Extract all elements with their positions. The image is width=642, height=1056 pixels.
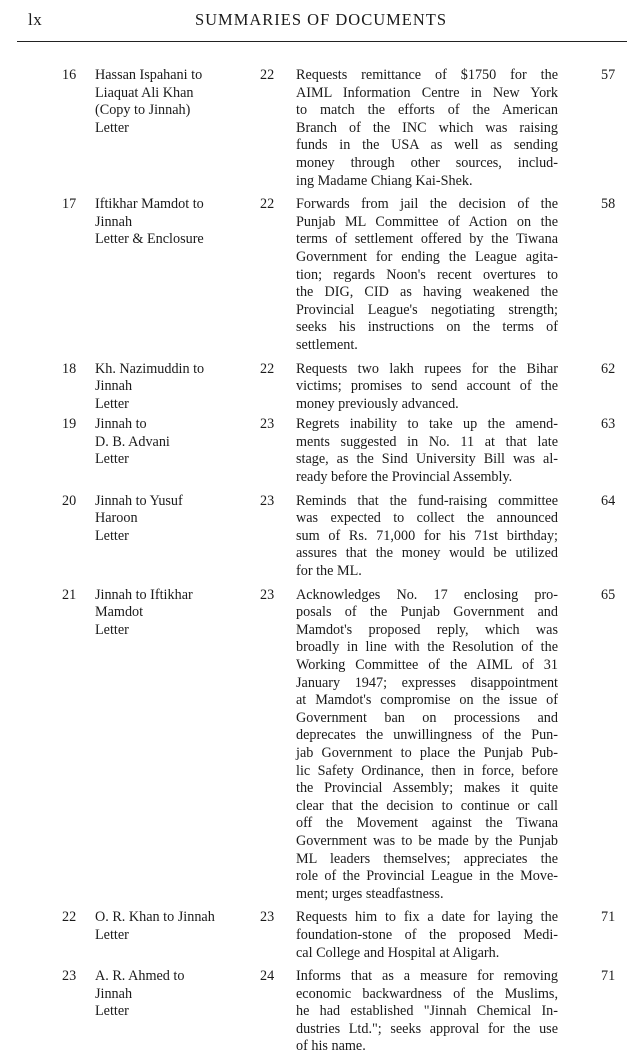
summary-line: AIML Information Centre in New York xyxy=(296,84,558,101)
entry-correspondent-line: Haroon xyxy=(95,510,138,527)
summary-line: assures that the money would be utilized xyxy=(296,545,558,562)
entry-date: 22 xyxy=(260,67,275,83)
entry-date: 23 xyxy=(260,492,275,509)
summary-line: Government was to be made by the Punjab xyxy=(296,832,558,849)
entry-correspondent-line: Kh. Nazimuddin to xyxy=(95,360,205,377)
summary-line: economic backwardness of the Muslims, xyxy=(296,985,558,1002)
entry-document-type: Letter xyxy=(95,451,129,468)
summary-line: at Mamdot's compromise on the issue of xyxy=(296,692,558,709)
summary-entry xyxy=(0,67,642,190)
entry-number: 18 xyxy=(62,360,77,377)
running-head: SUMMARIES OF DOCUMENTS xyxy=(194,10,448,29)
entry-number: 23 xyxy=(62,968,77,985)
summary-line: ing Madame Chiang Kai-Shek. xyxy=(296,172,473,189)
header-rule xyxy=(17,41,627,42)
entry-summary xyxy=(296,361,558,414)
summary-line: broadly in line with the Resolution of the xyxy=(296,639,558,656)
entry-correspondent-line: Jinnah xyxy=(95,378,133,395)
summary-line: of his name. xyxy=(296,1038,366,1055)
entry-document-type: Letter xyxy=(95,527,129,544)
summary-entry xyxy=(0,416,642,486)
entry-page-reference: 63 xyxy=(601,416,616,433)
entry-number: 21 xyxy=(62,586,77,603)
entry-summary xyxy=(296,196,558,354)
entry-page-reference: 65 xyxy=(601,586,616,603)
entry-correspondents xyxy=(95,416,255,469)
entry-correspondent-line: Mamdot xyxy=(95,604,144,621)
summary-entry xyxy=(0,493,642,581)
summary-line: role of the Provincial League in the Move- xyxy=(296,868,558,885)
summary-line: cal College and Hospital at Aligarh. xyxy=(296,944,500,961)
summary-entry xyxy=(0,196,642,354)
entry-correspondent-line: Jinnah to Yusuf xyxy=(95,492,183,509)
summary-line: for the ML. xyxy=(296,563,362,580)
summary-line: Forwards from jail the decision of the xyxy=(296,196,558,213)
entry-document-type: Letter & Enclosure xyxy=(95,231,204,248)
entry-document-type: Letter xyxy=(95,119,129,136)
summary-line: deprecates the unwillingness of the Pun- xyxy=(296,727,558,744)
summary-line: the DIG, CID as having weakened the xyxy=(296,284,558,301)
summary-entry xyxy=(0,587,642,904)
summary-line: settlement. xyxy=(296,336,358,353)
summary-line: Punjab ML Committee of Action on the xyxy=(296,213,558,230)
entry-correspondent-line: Jinnah to xyxy=(95,416,147,433)
entry-date: 22 xyxy=(260,360,275,377)
entry-date: 24 xyxy=(260,968,275,985)
summary-line: he had established "Jinnah Chemical In- xyxy=(296,1003,558,1020)
summary-line: Working Committee of the AIML of 31 xyxy=(296,657,558,673)
summary-line: ready before the Provincial Assembly. xyxy=(296,469,513,486)
summary-line: posals of the Punjab Government and xyxy=(296,604,558,621)
summary-line: Requests two lakh rupees for the Bihar xyxy=(296,360,558,377)
summary-line: Reminds that the fund-raising committee xyxy=(296,492,558,509)
summary-line: tion; regards Noon's recent overtures to xyxy=(296,266,558,283)
entry-correspondents xyxy=(95,67,255,137)
summary-line: foundation-stone of the proposed Medi- xyxy=(296,926,558,943)
entry-number: 17 xyxy=(62,196,77,213)
summary-line: ments suggested in No. 11 at that late xyxy=(296,433,558,450)
summary-entry xyxy=(0,968,642,1056)
entry-correspondent-line: Jinnah xyxy=(95,213,133,230)
summary-line: stage, as the Sind University Bill was al- xyxy=(296,451,558,468)
entry-number: 19 xyxy=(62,416,77,433)
summary-line: Regrets inability to take up the amend- xyxy=(296,416,558,433)
entry-correspondents xyxy=(95,361,255,414)
entry-date: 23 xyxy=(260,586,275,603)
entry-number: 20 xyxy=(62,492,77,509)
document-summaries-list xyxy=(0,67,642,1056)
summary-line: Branch of the INC which was raising xyxy=(296,119,558,136)
entry-number: 22 xyxy=(62,909,77,926)
entry-correspondent-line: O. R. Khan to Jinnah xyxy=(95,909,215,926)
summary-line: was expected to collect the announced xyxy=(296,510,558,527)
entry-date: 23 xyxy=(260,909,275,926)
entry-correspondent-line: Jinnah xyxy=(95,985,133,1002)
entry-summary xyxy=(296,587,558,904)
summary-line: off the Movement against the Tiwana xyxy=(296,815,558,832)
summary-line: Mamdot's proposed reply, which was xyxy=(296,621,558,638)
summary-line: Informs that as a measure for removing xyxy=(296,968,558,985)
entry-page-reference: 57 xyxy=(601,67,616,83)
entry-page-reference: 71 xyxy=(601,909,616,926)
summary-line: victims; promises to send account of the xyxy=(296,378,558,395)
summary-line: Government for ending the League agita- xyxy=(296,248,558,265)
summary-line: ment; urges steadfastness. xyxy=(296,885,444,902)
entry-document-type: Letter xyxy=(95,926,129,943)
entry-page-reference: 71 xyxy=(601,968,616,985)
summary-line: the Provincial Assembly; makes it quite xyxy=(296,780,558,797)
summary-entry xyxy=(0,361,642,414)
summary-line: Government ban on processions and xyxy=(296,709,558,726)
entry-page-reference: 58 xyxy=(601,196,616,213)
summary-line: seeks his instructions on the terms of xyxy=(296,319,558,336)
entry-date: 22 xyxy=(260,196,275,213)
summary-line: January 1947; expresses disappointment xyxy=(296,674,558,691)
entry-document-type: Letter xyxy=(95,621,129,638)
entry-correspondent-line: D. B. Advani xyxy=(95,433,170,450)
summary-entry xyxy=(0,909,642,962)
entry-summary xyxy=(296,67,558,190)
entry-document-type: Letter xyxy=(95,1003,129,1020)
entry-correspondents xyxy=(95,587,255,640)
entry-summary xyxy=(296,493,558,581)
entry-document-type: Letter xyxy=(95,395,129,412)
summary-line: sum of Rs. 71,000 for his 71st birthday; xyxy=(296,527,558,544)
entry-page-reference: 64 xyxy=(601,492,616,509)
summary-line: money through other sources, includ- xyxy=(296,154,558,171)
summary-line: jab Government to place the Punjab Pub- xyxy=(296,744,558,761)
entry-number: 16 xyxy=(62,67,77,83)
entry-correspondent-line: Jinnah to Iftikhar xyxy=(95,586,193,603)
summary-line: Requests him to fix a date for laying the xyxy=(296,909,558,926)
summary-line: money previously advanced. xyxy=(296,395,459,412)
entry-date: 23 xyxy=(260,416,275,433)
summary-line: ML leaders themselves; appreciates the xyxy=(296,850,558,867)
summary-line: Acknowledges No. 17 enclosing pro- xyxy=(296,586,558,603)
entry-correspondent-line: Hassan Ispahani to xyxy=(95,67,203,83)
summary-line: to match the efforts of the American xyxy=(296,102,558,119)
summary-line: funds in the USA as well as sending xyxy=(296,137,558,154)
entry-summary xyxy=(296,416,558,486)
entry-correspondents xyxy=(95,196,255,249)
entry-correspondents xyxy=(95,909,255,944)
entry-correspondents xyxy=(95,493,255,546)
entry-page-reference: 62 xyxy=(601,360,616,377)
summary-line: Requests remittance of $1750 for the xyxy=(296,67,558,83)
entry-correspondent-line: A. R. Ahmed to xyxy=(95,968,185,985)
summary-line: lic Safety Ordinance, then in force, before xyxy=(296,762,558,779)
entry-correspondent-line: (Copy to Jinnah) xyxy=(95,102,191,119)
summary-line: clear that the decision to continue or call xyxy=(296,797,558,814)
entry-summary xyxy=(296,909,558,962)
summary-line: terms of settlement offered by the Tiwana xyxy=(296,231,558,248)
entry-correspondent-line: Iftikhar Mamdot to xyxy=(95,196,204,213)
entry-correspondents xyxy=(95,968,255,1021)
summary-line: Provincial League's negotiating strength; xyxy=(296,301,558,318)
entry-summary xyxy=(296,968,558,1056)
page-number: lx xyxy=(28,10,43,29)
summary-line: dustries Ltd."; seeks approval for the use xyxy=(296,1020,558,1037)
entry-correspondent-line: Liaquat Ali Khan xyxy=(95,84,194,101)
